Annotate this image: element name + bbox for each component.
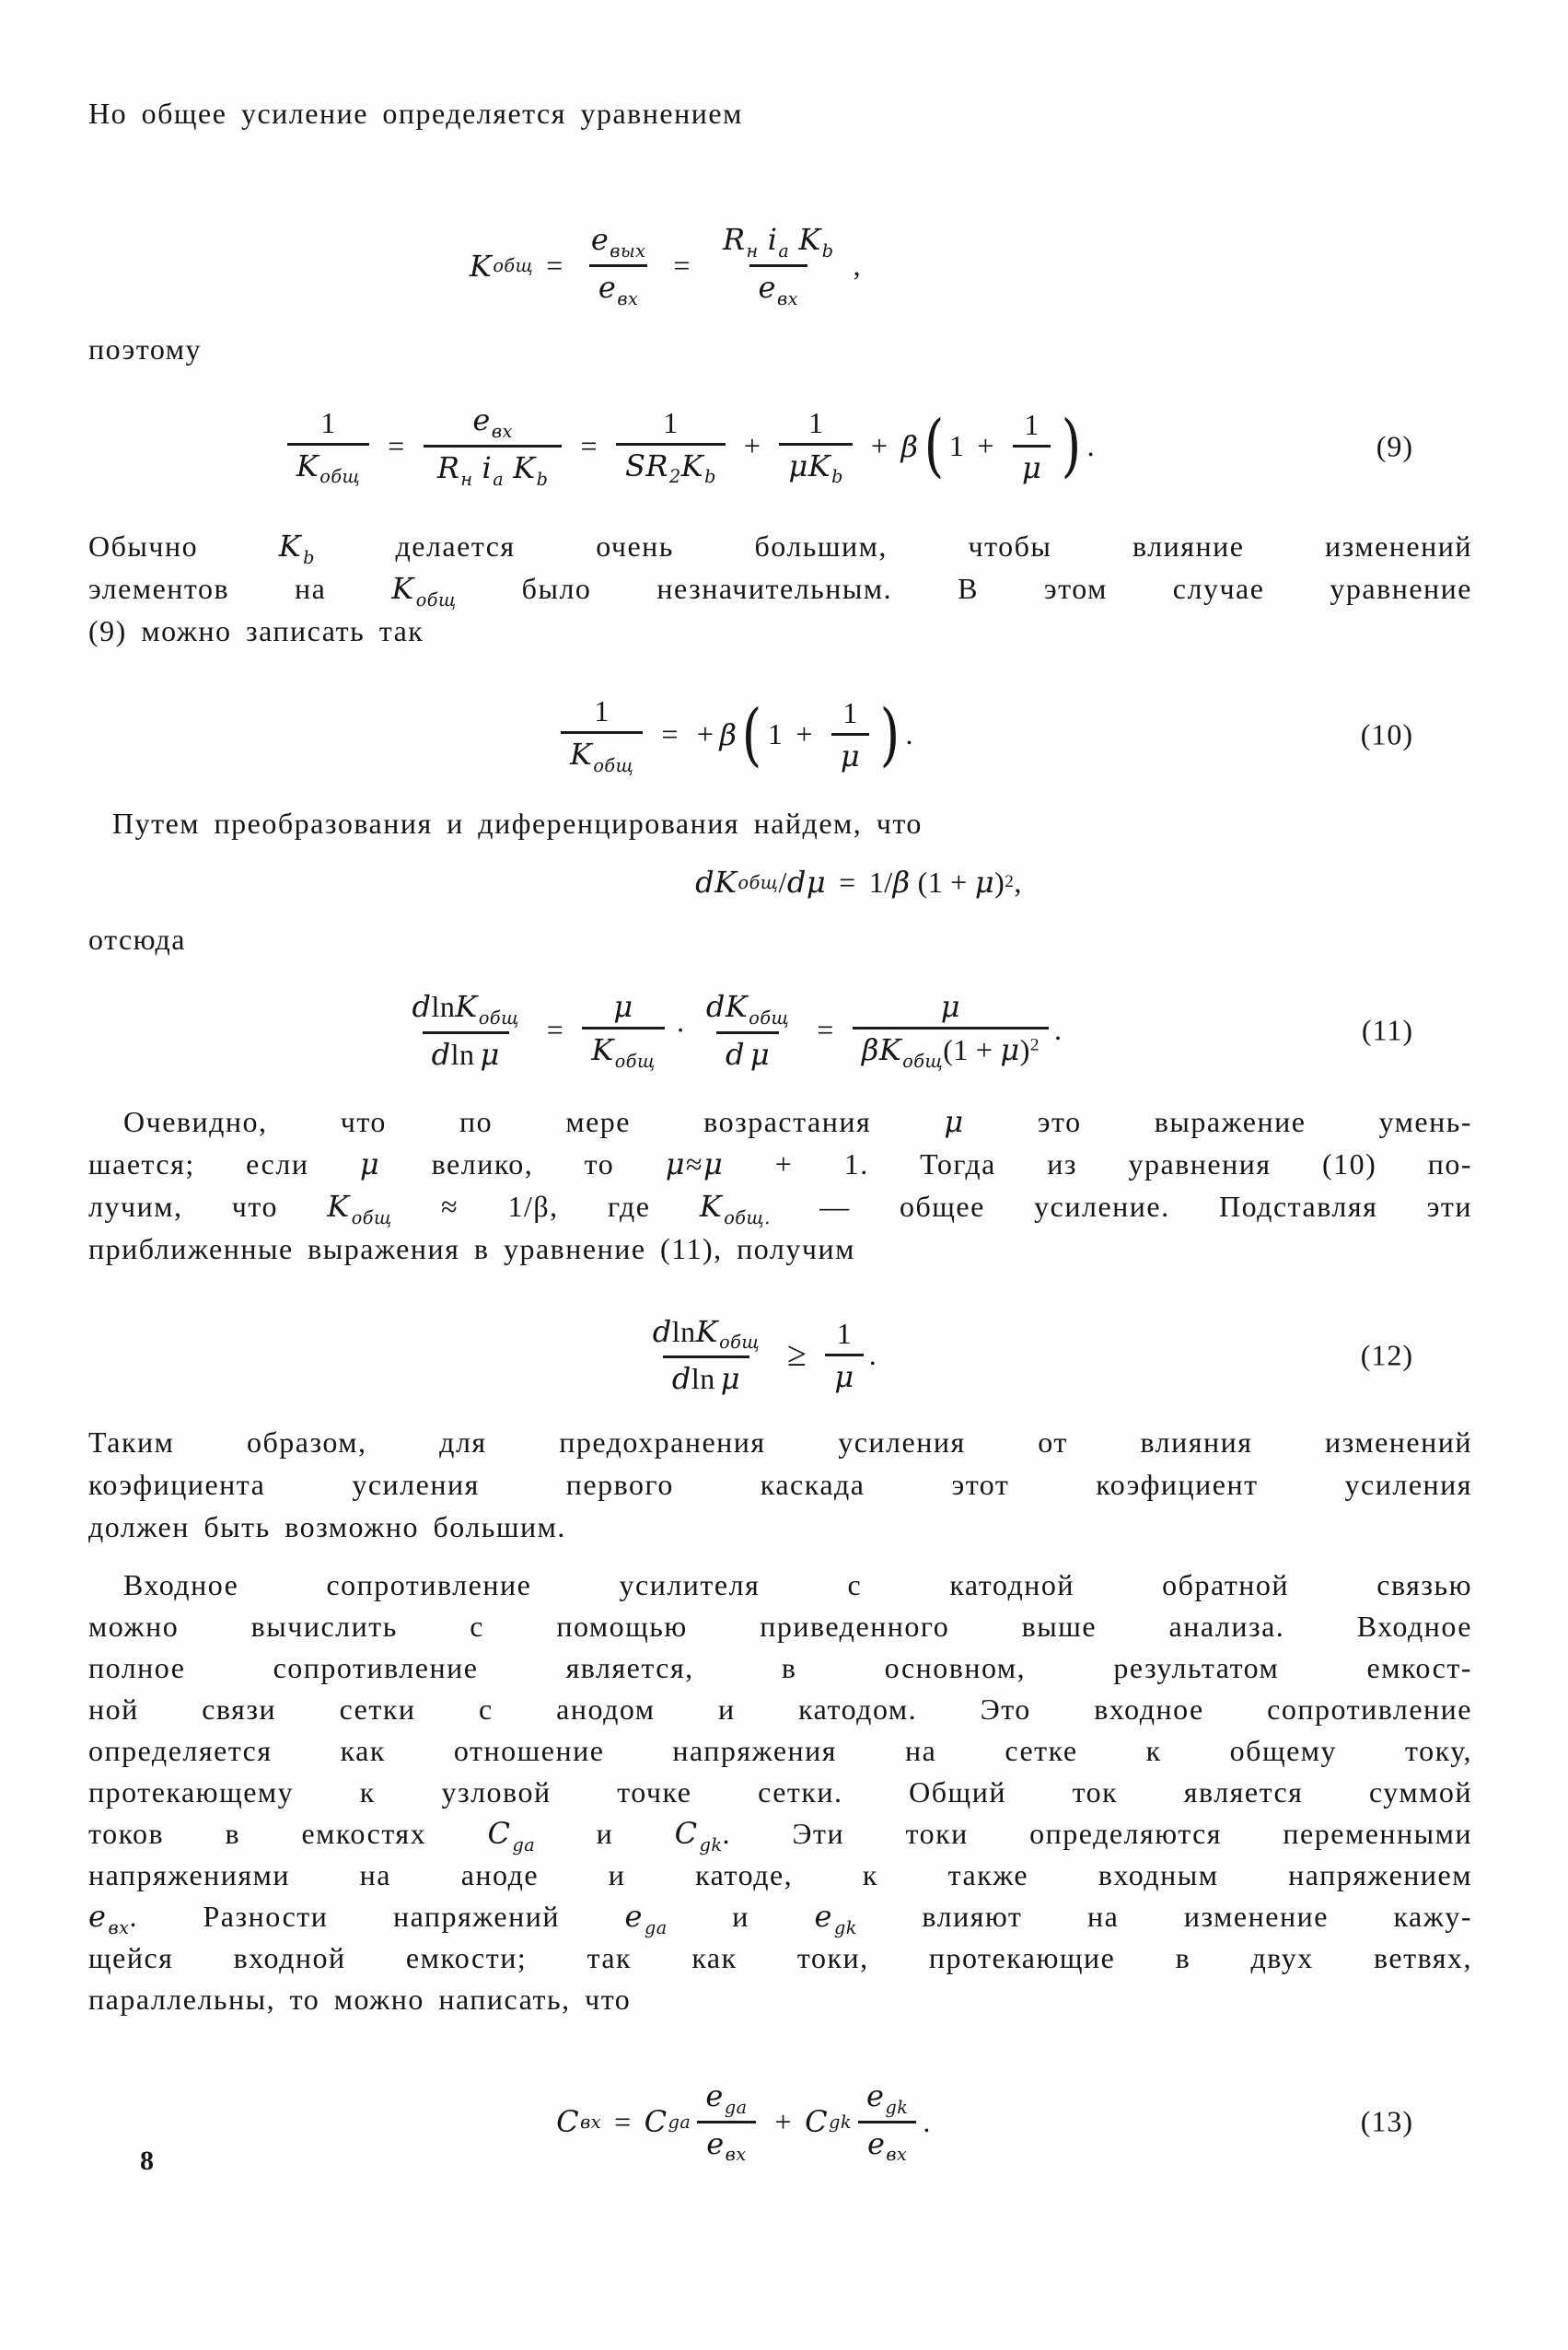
operator: = <box>673 249 691 282</box>
numerator: μ <box>940 989 961 1025</box>
equation-label: (9) <box>1376 429 1413 462</box>
denominator: μ <box>1013 445 1051 488</box>
operator: ≥ <box>787 1335 807 1375</box>
math-sub: gk <box>699 1833 723 1856</box>
equation-13 <box>88 2071 1472 2172</box>
text-segment: элементов на <box>88 572 392 605</box>
math-sub: вх <box>108 1916 130 1938</box>
math-var: μ <box>703 1146 725 1181</box>
math-sub: общ <box>319 466 361 488</box>
math-var: C <box>674 1816 699 1851</box>
fraction <box>709 219 848 311</box>
math-sub: a <box>778 240 790 262</box>
math-var: μ <box>359 1146 381 1181</box>
math-sub: общ <box>351 1206 392 1228</box>
formula-body <box>282 400 1095 492</box>
operator: + <box>796 717 813 751</box>
operator: = <box>614 2104 632 2138</box>
math-var: i <box>482 450 493 485</box>
math-var: μ <box>788 448 808 483</box>
text-segment: ≈ 1/β, где <box>391 1190 700 1223</box>
math-var: C <box>556 2104 580 2139</box>
math-func: ln <box>671 1314 696 1348</box>
fraction <box>779 402 853 491</box>
equation-label: (13) <box>1360 2104 1413 2138</box>
paragraph-poetomu: поэтому <box>88 332 202 366</box>
text-line: определяется как отношение напряжения на сетке к общему току, <box>88 1734 1472 1767</box>
math-group <box>436 450 473 490</box>
text-line <box>88 1185 1472 1227</box>
equation-9 <box>88 393 1472 499</box>
paragraph-vkhodnoe <box>88 1565 1472 2020</box>
math-sub: вх <box>580 2111 602 2133</box>
text-segment: велико, то <box>380 1147 666 1181</box>
math-var: R <box>722 222 746 258</box>
math-sub: общ <box>719 1332 761 1354</box>
numerator <box>696 2076 756 2121</box>
left-paren: ( <box>943 1033 954 1067</box>
math-var: K <box>695 1313 719 1349</box>
paragraph-obychno <box>88 525 1472 652</box>
math-var: β <box>892 865 911 900</box>
operator: + <box>950 865 968 899</box>
math-var: e <box>814 1899 833 1934</box>
math-var: K <box>513 450 536 485</box>
text-line: коэфициента усиления первого каскада этот коэфициент усиления <box>88 1468 1472 1501</box>
math-const: 1 <box>953 1033 969 1067</box>
math-var: μ <box>665 1146 686 1181</box>
math-var: K <box>680 448 704 483</box>
math-var: d <box>412 989 432 1025</box>
denominator: μ <box>825 1354 863 1397</box>
punctuation: . <box>868 1337 877 1371</box>
text-segment: + 1. Тогда из уравнения (10) по- <box>724 1147 1473 1181</box>
math-sub: общ. <box>724 1206 771 1228</box>
punctuation: . <box>1053 1013 1063 1047</box>
denominator <box>423 1031 509 1075</box>
numerator: 1 <box>807 405 824 439</box>
math-var: e <box>590 222 610 258</box>
denominator: μ <box>831 733 869 776</box>
text-segment: делается очень большим, чтобы влияние изменений <box>314 529 1472 563</box>
math-var: R <box>436 450 460 485</box>
text-segment: шается; если <box>88 1147 360 1181</box>
equation-10 <box>88 684 1472 785</box>
fraction <box>424 400 563 492</box>
text-line: ной связи сетки с анодом и катодом. Это входное сопротивление <box>88 1693 1472 1726</box>
fraction <box>582 219 656 311</box>
text-line: Таким образом, для предохранения усиления от влияния изменений <box>88 1425 1472 1459</box>
math-sub: общ <box>478 1006 519 1029</box>
denominator <box>561 731 643 779</box>
punctuation: . <box>1086 429 1096 462</box>
math-func: ln <box>431 990 456 1024</box>
math-var: K <box>569 737 593 773</box>
left-paren: ( <box>917 865 928 899</box>
math-var: K <box>469 248 493 284</box>
math-var: K <box>699 1189 724 1224</box>
denominator <box>779 443 853 491</box>
math-var: μ <box>806 865 827 900</box>
operator: = <box>661 717 679 751</box>
paragraph-intro: Но общее усиление определяется уравнением <box>88 97 743 130</box>
math-var: K <box>391 571 415 606</box>
math-var: K <box>278 529 303 564</box>
text-line: напряжениями на аноде и катоде, к также входным напряжением <box>88 1858 1472 1891</box>
operator: ≈ <box>685 1147 704 1181</box>
text-line: можно вычислить с помощью приведенного выше анализа. Входное <box>88 1610 1472 1643</box>
operator: = <box>546 1013 564 1047</box>
text-segment: . Эти токи определяются переменными <box>722 1817 1473 1850</box>
math-var: d <box>652 1313 672 1349</box>
math-var: K <box>455 989 478 1025</box>
fraction <box>1013 404 1051 488</box>
math-sub: общ <box>749 1006 790 1029</box>
paragraph-otsyuda: отсюда <box>88 923 186 956</box>
math-sub: вых <box>610 240 646 262</box>
paragraph-ochevidno <box>88 1100 1472 1270</box>
fraction <box>697 986 798 1075</box>
text-segment: это выражение умень- <box>964 1105 1472 1138</box>
numerator: 1 <box>320 405 336 439</box>
numerator <box>463 400 521 445</box>
math-sub: общ <box>902 1050 944 1072</box>
equation-label: (11) <box>1361 1013 1413 1047</box>
math-var: K <box>591 1032 614 1068</box>
formula-kobshch <box>88 217 1472 314</box>
formula-body <box>695 865 1022 900</box>
right-paren: ) <box>1019 1033 1030 1067</box>
text-line: приближенные выражения в уравнение (11), получим <box>88 1232 855 1265</box>
operator: + <box>975 1033 993 1067</box>
math-var: K <box>327 1189 351 1224</box>
math-sub: н <box>460 468 473 490</box>
formula-body <box>470 219 861 311</box>
math-sub: общ <box>593 754 634 776</box>
math-sub: gk <box>829 2111 852 2133</box>
math-sub: ga <box>724 2096 748 2118</box>
denominator <box>424 445 563 493</box>
text-segment: токов в емкостях <box>88 1817 488 1850</box>
text-segment: Обычно <box>88 529 279 563</box>
formula-body <box>398 986 1063 1075</box>
numerator: 1 <box>836 1316 853 1350</box>
math-sub: b <box>831 466 843 488</box>
math-sub: a <box>493 468 505 490</box>
text-line: полное сопротивление является, в основном, результатом емкост- <box>88 1651 1472 1684</box>
fraction <box>857 2076 917 2168</box>
denominator <box>287 443 369 491</box>
text-line: должен быть возможно большим. <box>88 1510 566 1543</box>
operator: = <box>546 249 563 282</box>
math-var: e <box>624 1899 644 1934</box>
denominator <box>858 2121 916 2169</box>
math-const: 1 <box>948 429 965 462</box>
page-number: 8 <box>140 2146 156 2176</box>
math-var: K <box>807 448 831 483</box>
math-sup: 2 <box>1029 1035 1040 1055</box>
math-group <box>482 450 505 490</box>
equation-label: (10) <box>1360 717 1413 751</box>
text-segment: . Разности напряжений <box>129 1900 625 1933</box>
math-group <box>798 222 834 262</box>
numerator <box>403 986 528 1031</box>
equation-label: (12) <box>1360 1338 1413 1371</box>
text-segment: было незначительным. В этом случае уравнение <box>456 572 1473 605</box>
formula-body <box>555 691 913 779</box>
fraction <box>853 986 1049 1075</box>
denominator <box>663 1355 749 1399</box>
math-var: C <box>805 2104 829 2139</box>
math-var: μ <box>749 1036 771 1072</box>
left-paren: ( <box>923 406 945 486</box>
paragraph-putem: Путем преобразования и диференцирования найдем, что <box>112 807 923 840</box>
right-paren: ) <box>1061 406 1082 486</box>
math-sub: b <box>821 240 834 262</box>
formula-dk <box>88 859 1472 905</box>
text-line <box>88 1143 1472 1185</box>
math-var: d <box>705 989 726 1025</box>
denominator <box>697 2121 755 2169</box>
math-sub: н <box>746 240 759 262</box>
denominator <box>582 1027 664 1075</box>
math-var: d <box>725 1036 745 1072</box>
fraction <box>696 2076 756 2168</box>
operator: = <box>839 865 856 899</box>
math-sub: общ <box>614 1050 656 1072</box>
right-paren: ) <box>994 865 1005 899</box>
numerator <box>697 986 798 1031</box>
math-func: ln <box>691 1362 715 1396</box>
math-sub: вх <box>725 2144 747 2166</box>
text-line: щейся входной емкости; так как токи, протекающие в двух ветвях, <box>88 1941 1472 1974</box>
math-sub: b <box>704 466 716 488</box>
equation-12 <box>88 1302 1472 1408</box>
operator: + <box>774 2104 793 2138</box>
math-var: K <box>798 222 821 258</box>
math-var: R <box>645 448 668 483</box>
right-paren: ) <box>879 694 900 774</box>
math-var: μ <box>720 1361 740 1397</box>
fraction <box>287 402 369 491</box>
math-var: μ <box>1000 1032 1020 1068</box>
math-var: d <box>671 1361 691 1397</box>
math-group <box>722 222 759 262</box>
math-sub: 2 <box>669 466 681 488</box>
denominator <box>616 443 726 491</box>
math-var: β <box>719 716 738 752</box>
text-line <box>88 1896 1472 1937</box>
math-var: e <box>598 270 617 305</box>
text-line: протекающему к узловой точке сетки. Общий ток является суммой <box>88 1775 1472 1809</box>
math-var: β <box>900 428 919 464</box>
punctuation: . <box>923 2104 931 2138</box>
math-const: 1 <box>868 865 885 899</box>
math-var: e <box>705 2077 724 2113</box>
fraction <box>582 986 664 1075</box>
left-paren: ( <box>742 694 763 774</box>
paragraph-takim <box>88 1421 1472 1548</box>
text-segment: лучим, что <box>88 1190 328 1223</box>
math-sub: gk <box>885 2096 909 2118</box>
text-line: Входное сопротивление усилителя с катодной обратной связью <box>123 1568 1472 1601</box>
numerator: 1 <box>842 696 858 730</box>
punctuation: . <box>905 717 914 751</box>
math-sub: вх <box>886 2144 908 2166</box>
math-var: e <box>706 2125 725 2161</box>
math-sub: gk <box>833 1916 857 1938</box>
fraction <box>831 692 869 776</box>
math-var: μ <box>944 1104 965 1139</box>
text-line: (9) можно записать так <box>88 614 424 647</box>
numerator: 1 <box>1024 408 1040 441</box>
numerator: μ <box>613 989 633 1025</box>
math-group <box>513 450 549 490</box>
text-line <box>88 1813 1472 1855</box>
math-sub: ga <box>644 1916 668 1938</box>
math-var: e <box>758 270 776 305</box>
text-segment: влияют на изменение кажу- <box>856 1900 1473 1933</box>
math-sub: b <box>303 546 315 568</box>
math-sup: 2 <box>1005 872 1015 891</box>
math-var: d <box>786 865 807 900</box>
text-line: параллельны, то можно написать, что <box>88 1983 632 2016</box>
operator: · <box>675 1013 686 1047</box>
math-var: K <box>725 989 749 1025</box>
operator: + <box>977 429 994 462</box>
math-func: ln <box>450 1037 475 1071</box>
slash: / <box>884 865 893 899</box>
denominator <box>716 1031 779 1075</box>
numerator <box>582 219 656 264</box>
text-segment: Очевидно, что по мере возрастания <box>123 1105 945 1138</box>
slash: / <box>778 865 787 899</box>
math-sub: b <box>536 468 549 490</box>
operator: + <box>743 429 761 462</box>
math-var: K <box>296 448 319 483</box>
formula-body <box>638 1311 877 1400</box>
fraction <box>825 1313 863 1397</box>
fraction <box>561 691 643 779</box>
math-var: μ <box>480 1036 500 1072</box>
math-sub: общ <box>738 871 779 893</box>
math-const: 1 <box>927 865 944 899</box>
numerator <box>709 219 848 264</box>
math-sub: общ <box>415 588 457 611</box>
math-var: β <box>861 1032 879 1068</box>
operator: + <box>696 717 714 751</box>
math-var: e <box>472 402 491 438</box>
math-sub: ga <box>512 1833 536 1856</box>
math-sub: общ <box>493 255 534 276</box>
math-var: e <box>866 2077 885 2113</box>
numerator <box>644 1311 769 1356</box>
text-segment: и <box>535 1817 675 1850</box>
operator: = <box>580 429 598 462</box>
math-var: C <box>644 2104 668 2139</box>
text-line <box>88 567 1472 610</box>
math-var: μ <box>974 865 995 900</box>
math-var: i <box>767 222 778 258</box>
text-line <box>88 525 1472 567</box>
equation-11 <box>88 975 1472 1086</box>
math-sub: вх <box>617 287 639 309</box>
numerator: 1 <box>663 405 679 439</box>
math-var: d <box>431 1036 451 1072</box>
fraction <box>616 402 726 491</box>
math-sub: ga <box>668 2111 691 2133</box>
fraction <box>644 1311 769 1400</box>
text-segment: — общее усиление. Подставляя эти <box>770 1190 1473 1223</box>
math-var: d <box>695 865 715 900</box>
math-var: C <box>487 1816 512 1851</box>
math-const: 1 <box>767 717 784 751</box>
math-var: e <box>88 1899 108 1934</box>
operator: = <box>817 1013 834 1047</box>
denominator <box>853 1027 1049 1075</box>
math-group <box>767 222 790 262</box>
math-sub: вх <box>776 287 798 309</box>
math-var: e <box>866 2125 886 2161</box>
denominator <box>589 264 647 312</box>
operator: = <box>388 429 405 462</box>
math-var: K <box>878 1032 902 1068</box>
text-segment: и <box>667 1900 815 1933</box>
math-var: K <box>714 865 738 900</box>
math-var: S <box>624 448 646 483</box>
fraction <box>403 986 528 1075</box>
text-line <box>88 1100 1472 1143</box>
formula-body <box>556 2076 931 2168</box>
punctuation: , <box>853 249 862 282</box>
math-sub: вх <box>491 421 513 442</box>
operator: + <box>870 429 889 462</box>
numerator: 1 <box>594 694 610 728</box>
numerator <box>857 2076 917 2121</box>
denominator <box>749 264 807 312</box>
punctuation: , <box>1014 865 1022 899</box>
